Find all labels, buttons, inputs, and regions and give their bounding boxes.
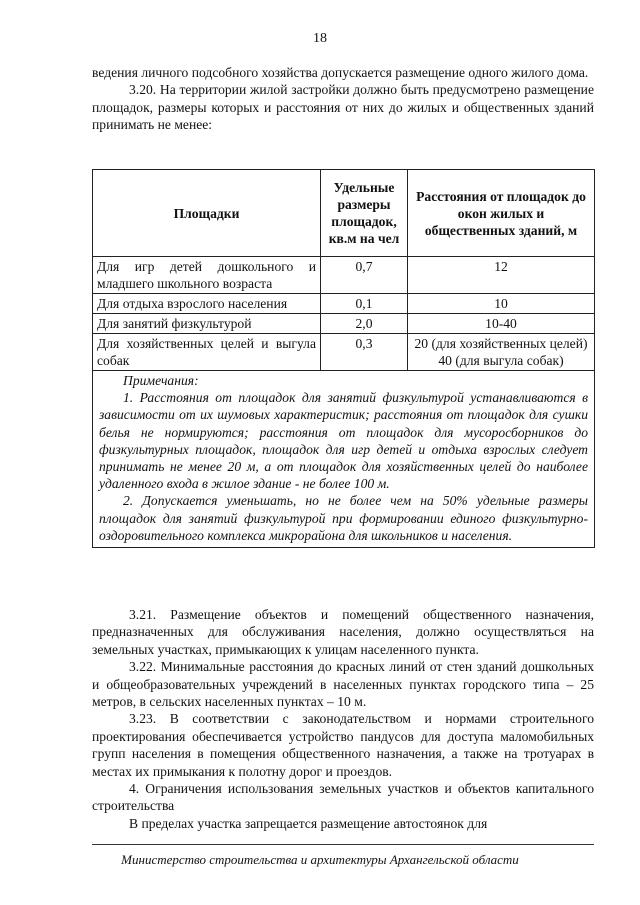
- row-size: 0,3: [321, 334, 408, 371]
- row-size: 0,1: [321, 294, 408, 314]
- section-4-heading: 4. Ограничения использования земельных участков и объектов капитального строительства: [92, 781, 594, 814]
- header-playgrounds: Площадки: [93, 170, 321, 257]
- row-size: 2,0: [321, 314, 408, 334]
- table-wrapper: [92, 169, 594, 548]
- notes-title: Примечания:: [123, 373, 199, 388]
- table-row: [93, 314, 595, 334]
- row-name: Для отдыха взрослого населения: [93, 294, 321, 314]
- notes-cell: [93, 371, 595, 548]
- note-2: 2. Допускается уменьшать, но не более чем на 50% удельные размеры площадок для занятий физкультурой при формировании единого физкультурно-оздоровительного комплекса микрорайона для школьников и населения.: [99, 493, 588, 543]
- row-name: Для игр детей дошкольного и младшего школьного возраста: [93, 257, 321, 294]
- row-size: 0,7: [321, 257, 408, 294]
- table-row: [93, 257, 595, 294]
- paragraph-section-4: В пределах участка запрещается размещение автостоянок для: [129, 815, 488, 831]
- row-name: Для занятий физкультурой: [93, 314, 321, 334]
- paragraph-3-20: 3.20. На территории жилой застройки должно быть предусмотрено размещение площадок, размеры которых и расстояния от них до жилых и общественных зданий принимать не менее:: [92, 82, 594, 133]
- footer-divider: [92, 844, 594, 845]
- bottom-text: [92, 606, 594, 832]
- row-distance-line-1: 20 (для хозяйственных целей): [414, 336, 588, 351]
- paragraph-continuation: ведения личного подсобного хозяйства допускается размещение одного жилого дома.: [92, 65, 589, 80]
- notes-row: [93, 371, 595, 548]
- table-row: [93, 294, 595, 314]
- paragraph-3-23: 3.23. В соответствии с законодательством и нормами строительного проектирования обеспечивается устройство пандусов для доступа маломобильных групп населения в помещения общественного назначения, а также на тротуарах в местах их примыкания к полотну дорог и проездов.: [92, 711, 594, 779]
- note-1: 1. Расстояния от площадок для занятий физкультурой устанавливаются в зависимости от их шумовых характеристик; расстояния от площадок для сушки белья не нормируются; расстояния от площадок для мусоросборников до физкультурных площадок, площадок для игр детей и отдыха взрослых следует принимать не менее 20 м, а от площадок для хозяйственных целей до наиболее удаленного входа в жилое здание - не более 100 м.: [99, 390, 588, 492]
- paragraph-3-22: 3.22. Минимальные расстояния до красных линий от стен зданий дошкольных и общеобразовательных учреждений в населенных пунктах городского типа – 25 метров, в сельских населенных пунктах – 10 м.: [92, 659, 594, 710]
- header-distance: Расстояния от площадок до окон жилых и общественных зданий, м: [408, 170, 595, 257]
- row-distance-multi: [408, 334, 595, 371]
- page-number: 18: [313, 31, 327, 46]
- row-distance: 10-40: [408, 314, 595, 334]
- playgrounds-table: [92, 169, 595, 548]
- header-specific-size: Удельные размеры площадок, кв.м на чел: [321, 170, 408, 257]
- table-header-row: [93, 170, 595, 257]
- footer-ministry: Министерство строительства и архитектуры Архангельской области: [121, 852, 519, 867]
- row-distance: 12: [408, 257, 595, 294]
- row-distance-line-2: 40 (для выгула собак): [438, 353, 564, 368]
- row-distance: 10: [408, 294, 595, 314]
- table-row: [93, 334, 595, 371]
- top-text: [92, 64, 594, 134]
- row-name: Для хозяйственных целей и выгула собак: [93, 334, 321, 371]
- paragraph-3-21: 3.21. Размещение объектов и помещений общественного назначения, предназначенных для обслуживания населения, должно осуществляться на земельных участках, примыкающих к улицам населенного пункта.: [92, 607, 594, 657]
